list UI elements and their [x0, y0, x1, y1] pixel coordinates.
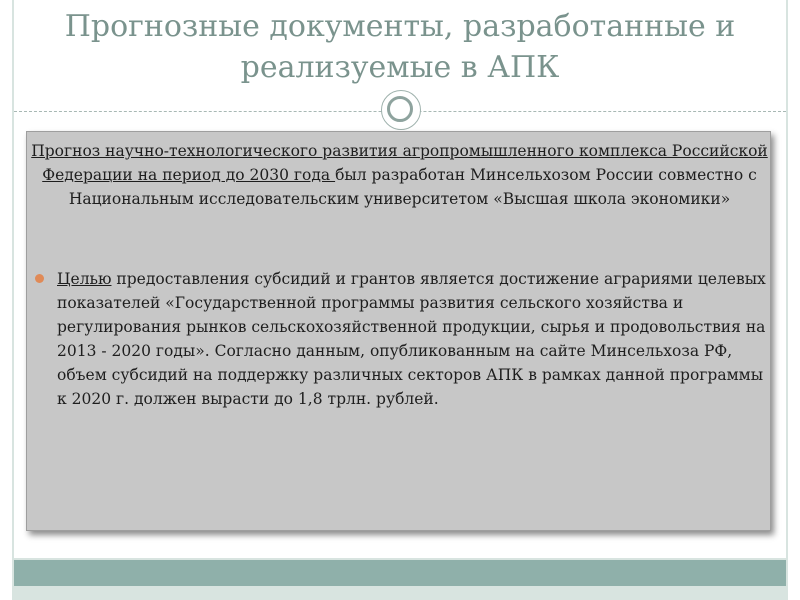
title-line-1: Прогнозные документы, разработанные и [64, 9, 736, 44]
title-line-2: реализуемые в АПК [240, 50, 560, 85]
forecast-paragraph [27, 139, 772, 211]
slide-title [14, 6, 786, 88]
bullet-keyword: Целью [57, 270, 112, 288]
forecast-text: был разработан Минсельхозом России совместно с Национальным исследовательским университетом «Высшая школа экономики» [68, 166, 757, 208]
bullet-dot-icon [35, 274, 44, 283]
bullet-body: предоставления субсидий и грантов является достижение аграриями целевых показателей «Государственной программы развития сельского хозяйства и регулирования рынков сельскохозяйственной продукции, сырья и продовольствия на 2013 - 2020 годы». Согласно данным, опубликованным на сайте Минсельхоза РФ, объем субсидий на поддержку различных секторов АПК в рамках данной программы к 2020 г. должен вырасти до 1,8 трлн. рублей. [57, 270, 766, 408]
circle-ornament-icon [381, 90, 421, 130]
bullet-text [57, 267, 767, 411]
forecast-title-link: Прогноз научно-технологического развития агропромышленного комплекса Российской Федерации на период до 2030 года [31, 142, 768, 184]
footer-bar [14, 560, 786, 586]
content-card [26, 131, 771, 531]
